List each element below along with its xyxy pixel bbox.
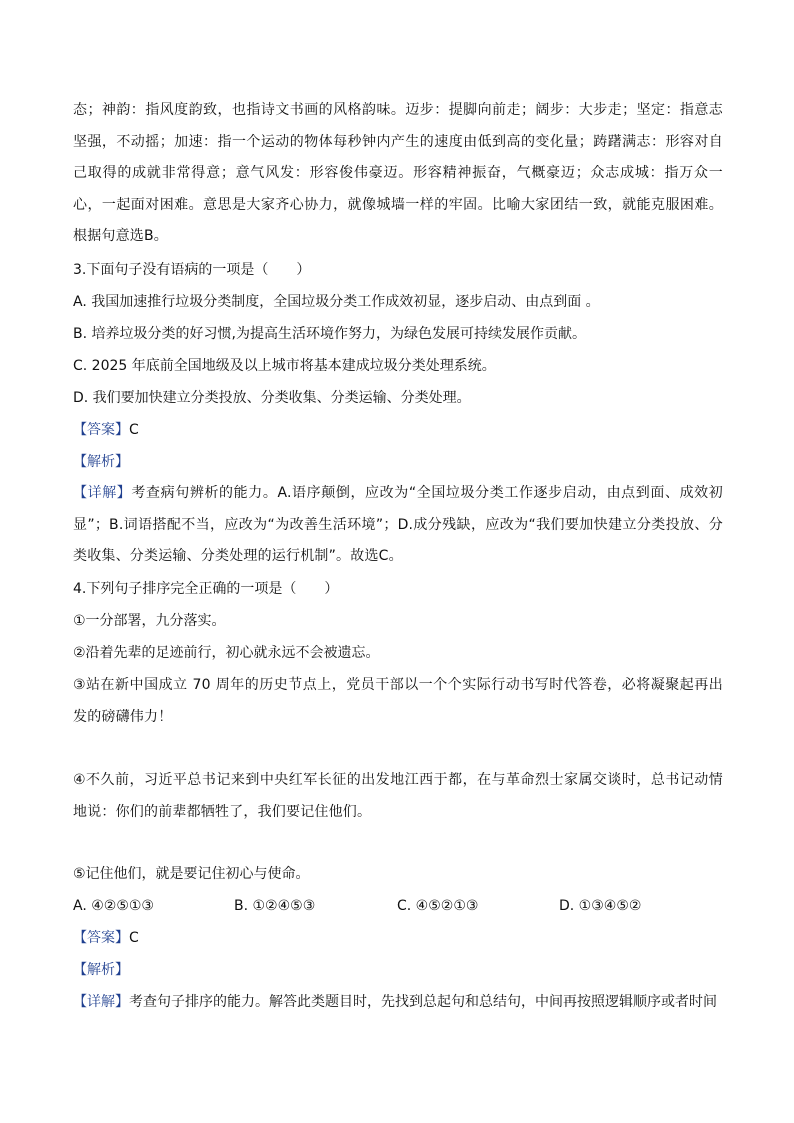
q4-stem: 4.下列句子排序完全正确的一项是（ ）	[73, 581, 339, 597]
q3-detail	[73, 478, 723, 573]
detail-label: 【详解】	[73, 994, 129, 1010]
analysis-label: 【解析】	[73, 454, 129, 470]
q3-answer	[73, 420, 733, 440]
q3-option-b: B. 培养垃圾分类的好习惯,为提高生活环境作努力，为绿色发展可持续发展作贡献。	[73, 326, 586, 342]
q4-option-a: A. ④②⑤①③	[73, 898, 154, 914]
q4-sentence-5: ⑤记住他们，就是要记住初心与使命。	[73, 866, 310, 882]
q4-answer	[73, 928, 733, 948]
detail-text: 考查病句辨析的能力。A.语序颠倒，应改为“全国垃圾分类工作逐步启动，由点到面、成效初显”；B.词语搭配不当，应改为“为改善生活环境”；D.成分残缺，应改为“我们要加快建立分类投放、分类收集、分类运输、分类处理的运行机制”。故选C。	[73, 485, 723, 565]
q3-stem: 3.下面句子没有语病的一项是（ ）	[73, 262, 311, 278]
q4-sentence-2: ②沿着先辈的足迹前行，初心就永远不会被遗忘。	[73, 645, 380, 661]
analysis-label: 【解析】	[73, 962, 129, 978]
q4-option-b: B. ①②④⑤③	[234, 898, 316, 914]
answer-value: C	[129, 930, 139, 946]
q3-analysis	[73, 452, 733, 472]
detail-label: 【详解】	[73, 485, 132, 501]
q4-detail	[73, 992, 733, 1012]
intro-paragraph: 态；神韵：指风度韵致，也指诗文书画的风格韵味。迈步：提脚向前走；阔步：大步走；坚定：指意志坚强，不动摇；加速：指一个运动的物体每秒钟内产生的速度由低到高的变化量；踌躇满志：形容对自己取得的成就非常得意；意气风发：形容俊伟豪迈。形容精神振奋，气概豪迈；众志成城：指万众一心，一起面对困难。意思是大家齐心协力，就像城墙一样的牢固。比喻大家团结一致，就能克服困难。根据句意选B。	[73, 102, 723, 245]
answer-value: C	[129, 422, 139, 438]
q4-option-c: C. ④⑤②①③	[397, 898, 479, 914]
answer-label: 【答案】	[73, 422, 129, 438]
q4-option-d: D. ①③④⑤②	[559, 898, 642, 914]
q4-sentence-3: ③站在新中国成立 70 周年的历史节点上，党员干部以一个个实际行动书写时代答卷，必将凝聚起再出发的磅礴伟力！	[73, 677, 723, 725]
answer-label: 【答案】	[73, 930, 129, 946]
q4-sentence-4: ④不久前，习近平总书记来到中央红军长征的出发地江西于都，在与革命烈士家属交谈时，总书记动情地说：你们的前辈都牺牲了，我们要记住他们。	[73, 772, 723, 820]
q4-sentence-1: ①一分部署，九分落实。	[73, 613, 226, 629]
detail-text: 考查句子排序的能力。解答此类题目时，先找到总起句和总结句，中间再按照逻辑顺序或者时间	[129, 994, 717, 1010]
q3-option-a: A. 我国加速推行垃圾分类制度，全国垃圾分类工作成效初显，逐步启动、由点到面 。	[73, 294, 600, 310]
q3-option-c: C. 2025 年底前全国地级及以上城市将基本建成垃圾分类处理系统。	[73, 358, 496, 374]
q4-analysis	[73, 960, 733, 980]
q3-option-d: D. 我们要加快建立分类投放、分类收集、分类运输、分类处理。	[73, 390, 471, 406]
